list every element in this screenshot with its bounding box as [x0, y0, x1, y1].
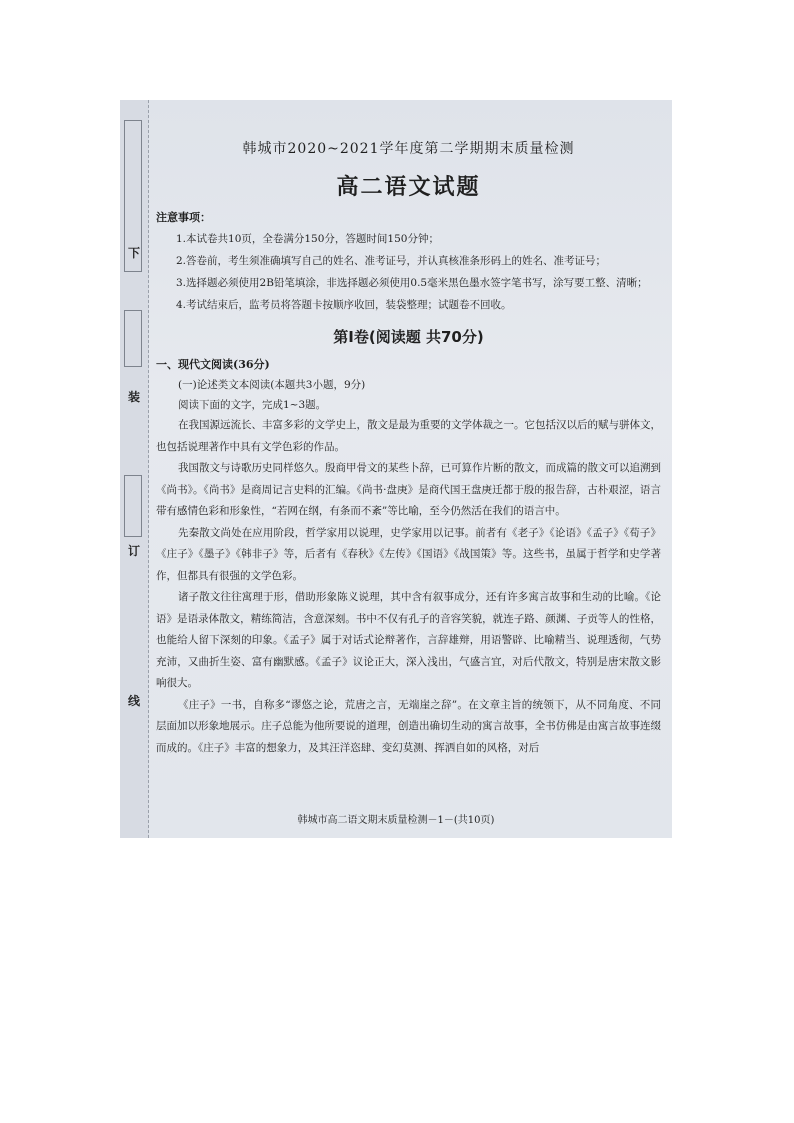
- passage-paragraph: 诸子散文往往寓理于形，借助形象陈义说理，其中含有叙事成分，还有许多寓言故事和生动的比喻。《论语》是语录体散文，精练简洁，含意深刻。书中不仅有孔子的音容笑貌，就连子路、颜渊、子贡等人的性格，也能给人留下深刻的印象。《孟子》属于对话式论辩著作，言辞雄辩，用语警辟、比喻精当、说理透彻，气势充沛，又曲折生姿、富有幽默感。《孟子》议论正大，深入浅出，气盛言宜，对后代散文，特别是唐宋散文影响很大。: [156, 591, 661, 689]
- binding-box: [124, 475, 142, 537]
- binding-char-xia: 下: [128, 246, 141, 260]
- scanned-exam-page: [120, 100, 672, 838]
- binding-box: [124, 310, 142, 367]
- part-heading: 一、现代文阅读(36分): [156, 358, 270, 371]
- page-footer: 韩城市高二语文期末质量检测－1－(共10页): [297, 815, 495, 826]
- page-content: [156, 138, 661, 759]
- binding-char-xian: 线: [128, 694, 141, 708]
- reading-instruction: 阅读下面的文字，完成1~3题。: [178, 399, 327, 411]
- passage-paragraph: 在我国源远流长、丰富多彩的文学史上，散文是最为重要的文学体裁之一。它包括汉以后的赋与骈体文，也包括说理著作中具有文学色彩的作品。: [156, 419, 661, 453]
- passage-paragraph: 先秦散文尚处在应用阶段，哲学家用以说理，史学家用以记事。前者有《老子》《论语》《孟子》《荀子》《庄子》《墨子》《韩非子》等，后者有《春秋》《左传》《国语》《战国策》等。这些书，虽属于哲学和史学著作，但都具有很强的文学色彩。: [156, 526, 661, 582]
- notice-item: 3.选择题必须使用2B铅笔填涂，非选择题必须使用0.5毫米黑色墨水签字笔书写，涂写要工整、清晰；: [176, 277, 648, 289]
- subsection-heading: (一)论述类文本阅读(本题共3小题，9分): [178, 379, 366, 391]
- passage-paragraph: 我国散文与诗歌历史同样悠久。殷商甲骨文的某些卜辞，已可算作片断的散文，而成篇的散文可以追溯到《尚书》。《尚书》是商周记言史料的汇编。《尚书·盘庚》是商代国王盘庚迁都于殷的报告辞，古朴艰涩，语言带有感情色彩和形象性，“若网在纲，有条而不紊”等比喻，至今仍然活在我们的语言中。: [156, 462, 661, 517]
- notice-item: 2.答卷前，考生须准确填写自己的姓名、准考证号，并认真核准条形码上的姓名、准考证号；: [176, 255, 607, 267]
- notice-heading: 注意事项：: [156, 211, 211, 224]
- binding-char-zhuang: 装: [128, 390, 141, 404]
- section-title: 第Ⅰ卷(阅读题 共70分): [333, 328, 484, 346]
- page-title: 高二语文试题: [336, 175, 481, 200]
- binding-char-ding: 订: [128, 544, 141, 558]
- notice-item: 1.本试卷共10页，全卷满分150分，答题时间150分钟；: [176, 233, 439, 245]
- passage-paragraph: 《庄子》一书，自称多“谬悠之论，荒唐之言，无端崖之辞”。在文章主旨的统领下，从不同角度、不同层面加以形象地展示。庄子总能为他所要说的道理，创造出确切生动的寓言故事，全书仿佛是由寓言故事连缀而成的。《庄子》丰富的想象力，及其汪洋恣肆、变幻莫测、挥洒自如的风格，对后: [156, 698, 661, 754]
- exam-header: 韩城市2020~2021学年度第二学期期末质量检测: [242, 141, 575, 157]
- notice-item: 4.考试结束后，监考员将答题卡按顺序收回，装袋整理；试题卷不回收。: [176, 299, 512, 311]
- binding-margin: [120, 100, 149, 838]
